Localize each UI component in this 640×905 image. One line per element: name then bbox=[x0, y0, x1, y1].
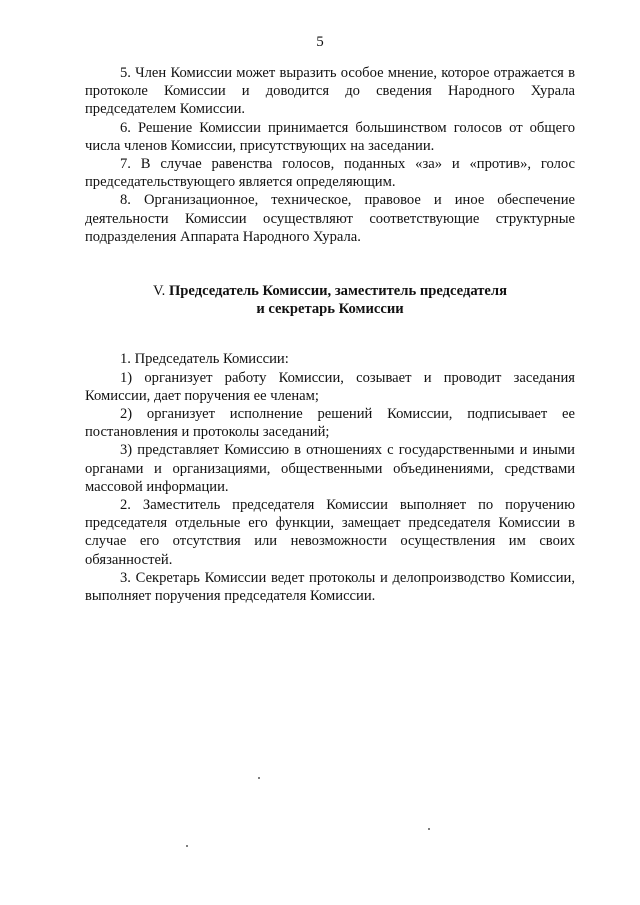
paragraph-item-8: 8. Организационное, техническое, правовое и иное обеспечение деятельности Комиссии осуществляют соответствующие структурные подразделения Аппарата Народного Хурала. bbox=[85, 192, 575, 245]
section-v-heading bbox=[85, 282, 575, 318]
scan-speck bbox=[186, 845, 188, 847]
paragraph-chairman-intro: 1. Председатель Комиссии: bbox=[120, 351, 289, 368]
paragraph-item-5: 5. Член Комиссии может выразить особое мнение, которое отражается в протоколе Комиссии и доводится до сведения Народного Хурала председателем Комиссии. bbox=[85, 65, 575, 118]
scan-speck bbox=[428, 828, 430, 830]
paragraph-chairman-duty-3: 3) представляет Комиссию в отношениях с государственными и иными органами и организациями, общественными объединениями, средствами массовой информации. bbox=[85, 442, 575, 495]
scan-speck bbox=[258, 777, 260, 779]
page-number: 5 bbox=[316, 34, 324, 50]
paragraph-secretary: 3. Секретарь Комиссии ведет протоколы и делопроизводство Комиссии, выполняет поручения председателя Комиссии. bbox=[85, 569, 575, 605]
paragraph-deputy: 2. Заместитель председателя Комиссии выполняет по поручению председателя отдельные его функции, замещает председателя Комиссии в случае его отсутствия или невозможности осуществления им своих обязанностей. bbox=[85, 497, 575, 568]
section-v-title-line2: и секретарь Комиссии bbox=[256, 301, 404, 318]
document-body bbox=[85, 64, 575, 605]
paragraph-item-7: 7. В случае равенства голосов, поданных «за» и «против», голос председательствующего является определяющим. bbox=[85, 156, 575, 191]
paragraph-item-6: 6. Решение Комиссии принимается большинством голосов от общего числа членов Комиссии, присутствующих на заседании. bbox=[85, 119, 575, 154]
section-v-number: V. bbox=[152, 283, 166, 300]
section-v-title-line1: Председатель Комиссии, заместитель председателя bbox=[168, 283, 507, 300]
section-v-heading-line1 bbox=[85, 282, 575, 300]
paragraph-chairman-duty-1: 1) организует работу Комиссии, созывает и проводит заседания Комиссии, дает поручения ее членам; bbox=[85, 369, 575, 404]
paragraph-chairman-duty-2: 2) организует исполнение решений Комиссии, подписывает ее постановления и протоколы заседаний; bbox=[85, 406, 575, 441]
